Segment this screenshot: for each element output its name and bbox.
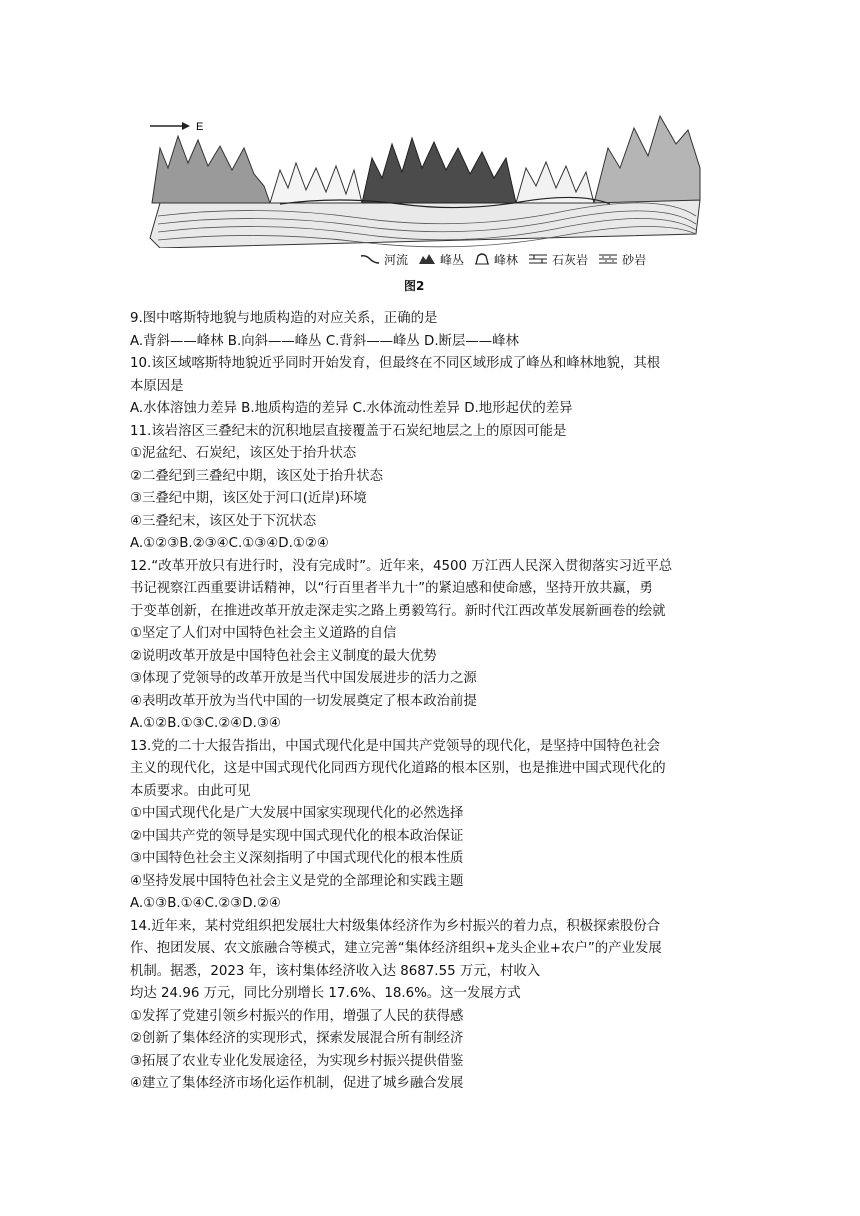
q11-statement-1: ①泥盆纪、石炭纪，该区处于抬升状态	[130, 446, 357, 461]
direction-label: E	[196, 121, 204, 133]
legend-river	[360, 251, 408, 268]
question-text	[130, 308, 730, 1096]
q12-statement-2: ②说明改革开放是中国特色社会主义制度的最大优势	[130, 648, 437, 664]
river-icon	[360, 253, 380, 265]
q12-statement-3: ③体现了党领导的改革开放是当代中国发展进步的活力之源	[130, 671, 477, 686]
q13-statement-3: ③中国特色社会主义深刻指明了中国式现代化的根本性质	[130, 851, 464, 866]
legend-limestone	[528, 251, 588, 268]
q9-stem: 9.图中喀斯特地貌与地质构造的对应关系，正确的是	[130, 311, 438, 326]
q13-stem-line2: 主义的现代化，这是中国式现代化同西方现代化道路的根本区别，也是推进中国式现代化的	[130, 761, 666, 776]
q10-stem-line1: 10.该区域喀斯特地貌近乎同时开始发育，但最终在不同区域形成了峰丛和峰林地貌，其根	[130, 356, 661, 371]
karst-block-diagram	[140, 108, 720, 308]
q11-stem: 11.该岩溶区三叠纪末的沉积地层直接覆盖于石炭纪地层之上的原因可能是	[130, 423, 567, 439]
limestone-icon	[528, 253, 548, 265]
q9-options: A.背斜——峰林 B.向斜——峰丛 C.背斜——峰丛 D.断层——峰林	[130, 333, 519, 349]
figure-caption: 图2	[404, 279, 425, 293]
q11-statement-3: ③三叠纪中期，该区处于河口(近岸)环境	[130, 491, 367, 506]
q13-statement-1: ①中国式现代化是广大发展中国家实现现代化的必然选择	[130, 806, 464, 821]
q13-stem-line3: 本质要求。由此可见	[130, 783, 251, 799]
q13-options: A.①③B.①④C.②③D.②④	[130, 896, 281, 911]
q13-stem-line1: 13.党的二十大报告指出，中国式现代化是中国共产党领导的现代化，是坚持中国特色社会	[130, 738, 661, 754]
peak-forest-icon	[474, 253, 490, 265]
q12-statement-4: ④表明改革开放为当代中国的一切发展奠定了根本政治前提	[130, 693, 477, 709]
sandstone-icon	[598, 253, 618, 265]
q11-statement-2: ②二叠纪到三叠纪中期，该区处于抬升状态	[130, 468, 384, 484]
q14-statement-4: ④建立了集体经济市场化运作机制，促进了城乡融合发展	[130, 1076, 464, 1091]
legend-limestone-label: 石灰岩	[552, 252, 589, 267]
q11-statement-4: ④三叠纪末，该区处于下沉状态	[130, 513, 317, 529]
legend-peak-cluster	[418, 251, 464, 268]
q12-stem-line1: 12.“改革开放只有进行时，没有完成时”。近年来，4500 万江西人民深入贯彻落实习近平总	[130, 558, 673, 574]
q14-stem-line4: 均达 24.96 万元，同比分别增长 17.6%、18.6%。这一发展方式	[130, 986, 521, 1001]
legend-river-label: 河流	[384, 252, 409, 267]
q12-stem-line2: 书记视察江西重要讲话精神，以“行百里者半九十”的紧迫感和使命感，坚持开放共赢，勇	[130, 581, 653, 596]
q13-statement-4: ④坚持发展中国特色社会主义是党的全部理论和实践主题	[130, 873, 464, 889]
q12-options: A.①②B.①③C.②④D.③④	[130, 716, 281, 731]
karst-diagram-illustration	[140, 108, 720, 248]
q11-options: A.①②③B.②③④C.①③④D.①②④	[130, 536, 329, 551]
legend-peak-cluster-label: 峰丛	[440, 252, 465, 267]
legend-sandstone	[598, 251, 646, 268]
q14-stem-line3: 机制。据悉，2023 年，该村集体经济收入达 8687.55 万元，村收入	[130, 963, 541, 979]
peak-cluster-icon	[418, 253, 436, 265]
q14-stem-line2: 作、抱团发展、农文旅融合等模式，建立完善“集体经济组织+龙头企业+农户”的产业发展	[130, 941, 662, 956]
q12-stem-line3: 于变革创新，在推进改革开放走深走实之路上勇毅笃行。新时代江西改革发展新画卷的绘就	[130, 603, 666, 619]
legend-sandstone-label: 砂岩	[622, 252, 647, 267]
q14-statement-1: ①发挥了党建引领乡村振兴的作用，增强了人民的获得感	[130, 1008, 464, 1024]
q10-options: A.水体溶蚀力差异 B.地质构造的差异 C.水体流动性差异 D.地形起伏的差异	[130, 401, 573, 416]
q10-stem-line2: 本原因是	[130, 378, 184, 394]
q14-stem-line1: 14.近年来，某村党组织把发展壮大村级集体经济作为乡村振兴的着力点，积极探索股份合	[130, 918, 661, 934]
q13-statement-2: ②中国共产党的领导是实现中国式现代化的根本政治保证	[130, 828, 464, 844]
q14-statement-2: ②创新了集体经济的实现形式，探索发展混合所有制经济	[130, 1031, 464, 1046]
legend-peak-forest-label: 峰林	[494, 252, 519, 267]
east-arrow-icon	[150, 122, 190, 130]
figure-legend	[360, 248, 710, 270]
q12-statement-1: ①坚定了人们对中国特色社会主义道路的自信	[130, 626, 397, 641]
q14-statement-3: ③拓展了农业专业化发展途径，为实现乡村振兴提供借鉴	[130, 1053, 464, 1069]
legend-peak-forest	[474, 251, 518, 268]
